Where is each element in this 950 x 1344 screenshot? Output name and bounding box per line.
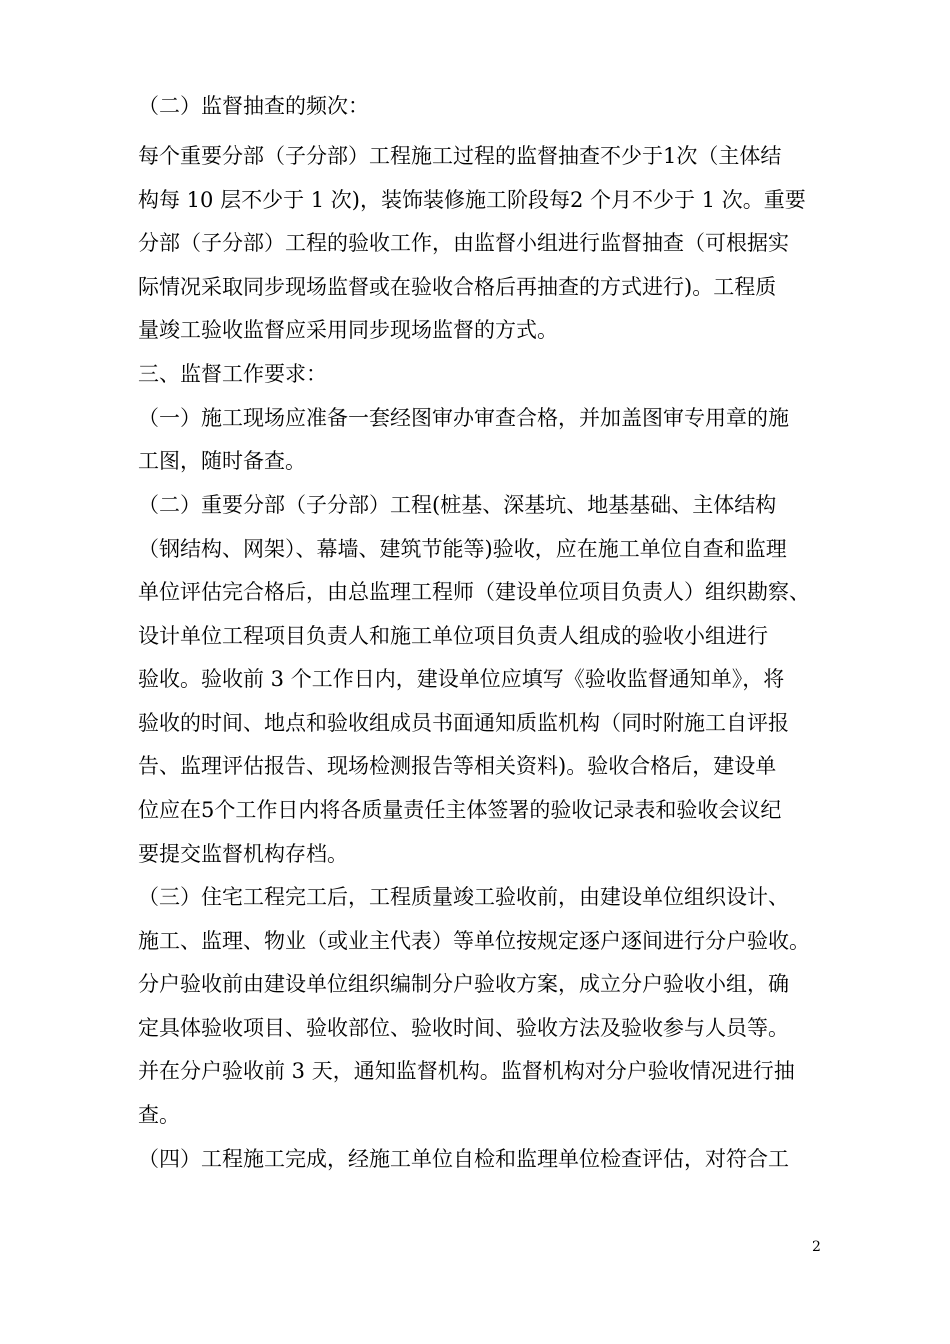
text-line-15: 验收的时间、地点和验收组成员书面通知质监机构（同时附施工自评报 — [138, 711, 789, 735]
text-line-13: 设计单位工程项目负责人和施工单位项目负责人组成的验收小组进行 — [138, 624, 768, 648]
text-line-11: （钢结构、网架）、幕墙、建筑节能等)验收，应在施工单位自查和监理 — [138, 537, 787, 561]
page-number: 2 — [812, 1239, 821, 1255]
text-line-16: 告、监理评估报告、现场检测报告等相关资料)。验收合格后，建设单 — [138, 754, 777, 778]
text-line-2: 每个重要分部（子分部）工程施工过程的监督抽查不少于1次（主体结 — [138, 144, 782, 168]
text-line-3: 构每 10 层不少于 1 次)，装饰装修施工阶段每2 个月不少于 1 次。重要 — [138, 188, 806, 212]
text-line-18: 要提交监督机构存档。 — [138, 842, 348, 866]
text-line-7: 三、监督工作要求： — [138, 362, 327, 386]
text-line-14: 验收。验收前 3 个工作日内，建设单位应填写《验收监督通知单》，将 — [138, 667, 785, 691]
text-line-19: （三）住宅工程完工后，工程质量竣工验收前，由建设单位组织设计、 — [138, 885, 789, 909]
text-line-21: 分户验收前由建设单位组织编制分户验收方案，成立分户验收小组，确 — [138, 972, 789, 996]
text-line-17: 位应在5个工作日内将各质量责任主体签署的验收记录表和验收会议纪 — [138, 798, 782, 822]
text-line-9: 工图，随时备查。 — [138, 449, 306, 473]
text-line-24: 查。 — [138, 1103, 180, 1127]
text-line-22: 定具体验收项目、验收部位、验收时间、验收方法及验收参与人员等。 — [138, 1016, 789, 1040]
text-line-10: （二）重要分部（子分部）工程(桩基、深基坑、地基基础、主体结构 — [138, 493, 777, 517]
text-line-8: （一）施工现场应准备一套经图审办审查合格，并加盖图审专用章的施 — [138, 406, 789, 430]
text-line-23: 并在分户验收前 3 天，通知监督机构。监督机构对分户验收情况进行抽 — [138, 1059, 795, 1083]
text-line-6: 量竣工验收监督应采用同步现场监督的方式。 — [138, 318, 558, 342]
text-line-1: （二）监督抽查的频次： — [138, 94, 369, 118]
text-line-4: 分部（子分部）工程的验收工作，由监督小组进行监督抽查（可根据实 — [138, 231, 789, 255]
text-line-5: 际情况采取同步现场监督或在验收合格后再抽查的方式进行)。工程质 — [138, 275, 777, 299]
text-line-20: 施工、监理、物业（或业主代表）等单位按规定逐户逐间进行分户验收。 — [138, 929, 810, 953]
text-line-12: 单位评估完合格后，由总监理工程师（建设单位项目负责人）组织勘察、 — [138, 580, 810, 604]
text-line-25: （四）工程施工完成，经施工单位自检和监理单位检查评估，对符合工 — [138, 1147, 789, 1171]
